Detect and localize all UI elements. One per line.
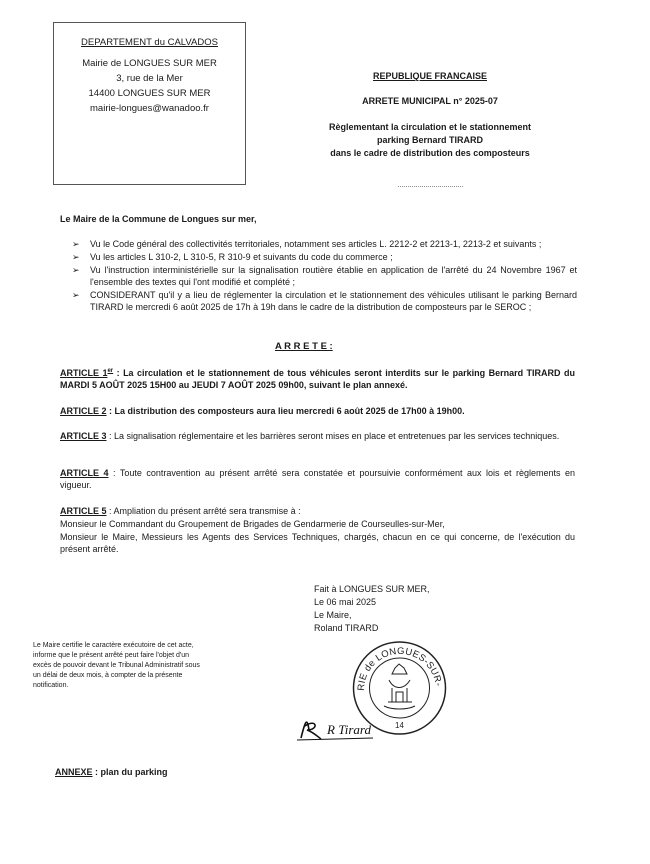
svg-text:14: 14 — [395, 721, 404, 730]
considerations-list — [72, 238, 577, 314]
title-separator: …………………………… — [397, 182, 463, 189]
arrete-subject: Règlementant la circulation et le stationnement parking Bernard TIRARD dans le cadre de distribution des composteurs — [328, 122, 532, 158]
certification-note: Le Maire certifie le caractère exécutoire de cet acte, informe que le présent arrêté peut faire l'objet d'un excès de pouvoir devant le Tribunal Administratif sous un délai de deux mois, à compter de la présente notification. — [33, 642, 200, 689]
arrow-bullet-icon: ➢ — [72, 265, 80, 275]
republic-title: REPUBLIQUE FRANCAISE — [372, 71, 487, 81]
official-stamp — [352, 640, 447, 735]
signature-role: Le Maire, — [314, 610, 352, 620]
arrete-number: ARRETE MUNICIPAL n° 2025-07 — [362, 96, 498, 106]
list-item: ➢ Vu les articles L 310-2, L 310-5, R 310-9 et suivants du code du commerce ; — [72, 252, 393, 262]
annexe-line: ANNEXE : plan du parking — [55, 767, 168, 777]
address-box — [53, 22, 246, 185]
signature-place: Fait à LONGUES SUR MER, — [314, 584, 430, 594]
signature-date: Le 06 mai 2025 — [314, 597, 377, 607]
mairie-street: 3, rue de la Mer — [116, 73, 183, 84]
svg-text:R Tirard: R Tirard — [327, 722, 371, 737]
intro-line: Le Maire de la Commune de Longues sur mer, — [60, 214, 257, 224]
article-4: ARTICLE 4 : Toute contravention au présent arrêté sera constatée et poursuivie conformément aux lois et règlements en vigueur. — [60, 468, 575, 490]
list-item: ➢ CONSIDERANT qu'il y a lieu de réglementer la circulation et le stationnement des véhicules utilisant le parking Bernard TIRARD le mercredi 6 août 2025 de 17h à 19h dans le cadre de la distribution de composteurs par le SEROC ; — [72, 290, 577, 312]
arrow-bullet-icon: ➢ — [72, 252, 80, 262]
arrow-bullet-icon: ➢ — [72, 290, 80, 300]
article-5-recipient-2: Monsieur le Maire, Messieurs les Agents des Services Techniques, chargés, chacun en ce qui concerne, de l'exécution du présent arrêté. — [60, 532, 575, 554]
article-3: ARTICLE 3 : La signalisation réglementaire et les barrières seront mises en place et entretenues par les services techniques. — [60, 431, 560, 441]
arrete-heading: A R R E T E : — [275, 341, 333, 352]
list-item: ➢ Vu l'instruction interministérielle sur la signalisation routière établie en application de l'arrêté du 24 Novembre 1967 et l'ensemble des textes qui l'ont modifié et complété ; — [72, 265, 577, 287]
mairie-name: Mairie de LONGUES SUR MER — [82, 58, 217, 69]
signature-name: Roland TIRARD — [314, 623, 379, 633]
list-item: ➢ Vu le Code général des collectivités territoriales, notamment ses articles L. 2212-2 et 2213-1, 2213-2 et suivants ; — [72, 239, 542, 249]
arrow-bullet-icon: ➢ — [72, 239, 80, 249]
article-5: ARTICLE 5 : Ampliation du présent arrêté sera transmise à : — [60, 506, 301, 516]
signature-block — [314, 583, 430, 635]
svg-text:MAIRIE de LONGUES-SUR-MER: RIE de LONGUES-SUR- — [355, 645, 444, 692]
article-2: ARTICLE 2 : La distribution des composteurs aura lieu mercredi 6 août 2025 de 17h00 à 19h00. — [60, 406, 465, 416]
article-5-recipient-1: Monsieur le Commandant du Groupement de Brigades de Gendarmerie de Courseulles-sur-Mer, — [60, 519, 445, 529]
department-label: DEPARTEMENT du CALVADOS — [81, 37, 218, 48]
mairie-city: 14400 LONGUES SUR MER — [88, 88, 211, 99]
mairie-email: mairie-longues@wanadoo.fr — [90, 103, 209, 114]
article-1: ARTICLE 1er : La circulation et le stationnement de tous véhicules seront interdits sur le parking Bernard TIRARD du MARDI 5 AOÛT 2025 15H00 au JEUDI 7 AOÛT 2025 09h00, suivant le plan annexé. — [60, 368, 575, 390]
